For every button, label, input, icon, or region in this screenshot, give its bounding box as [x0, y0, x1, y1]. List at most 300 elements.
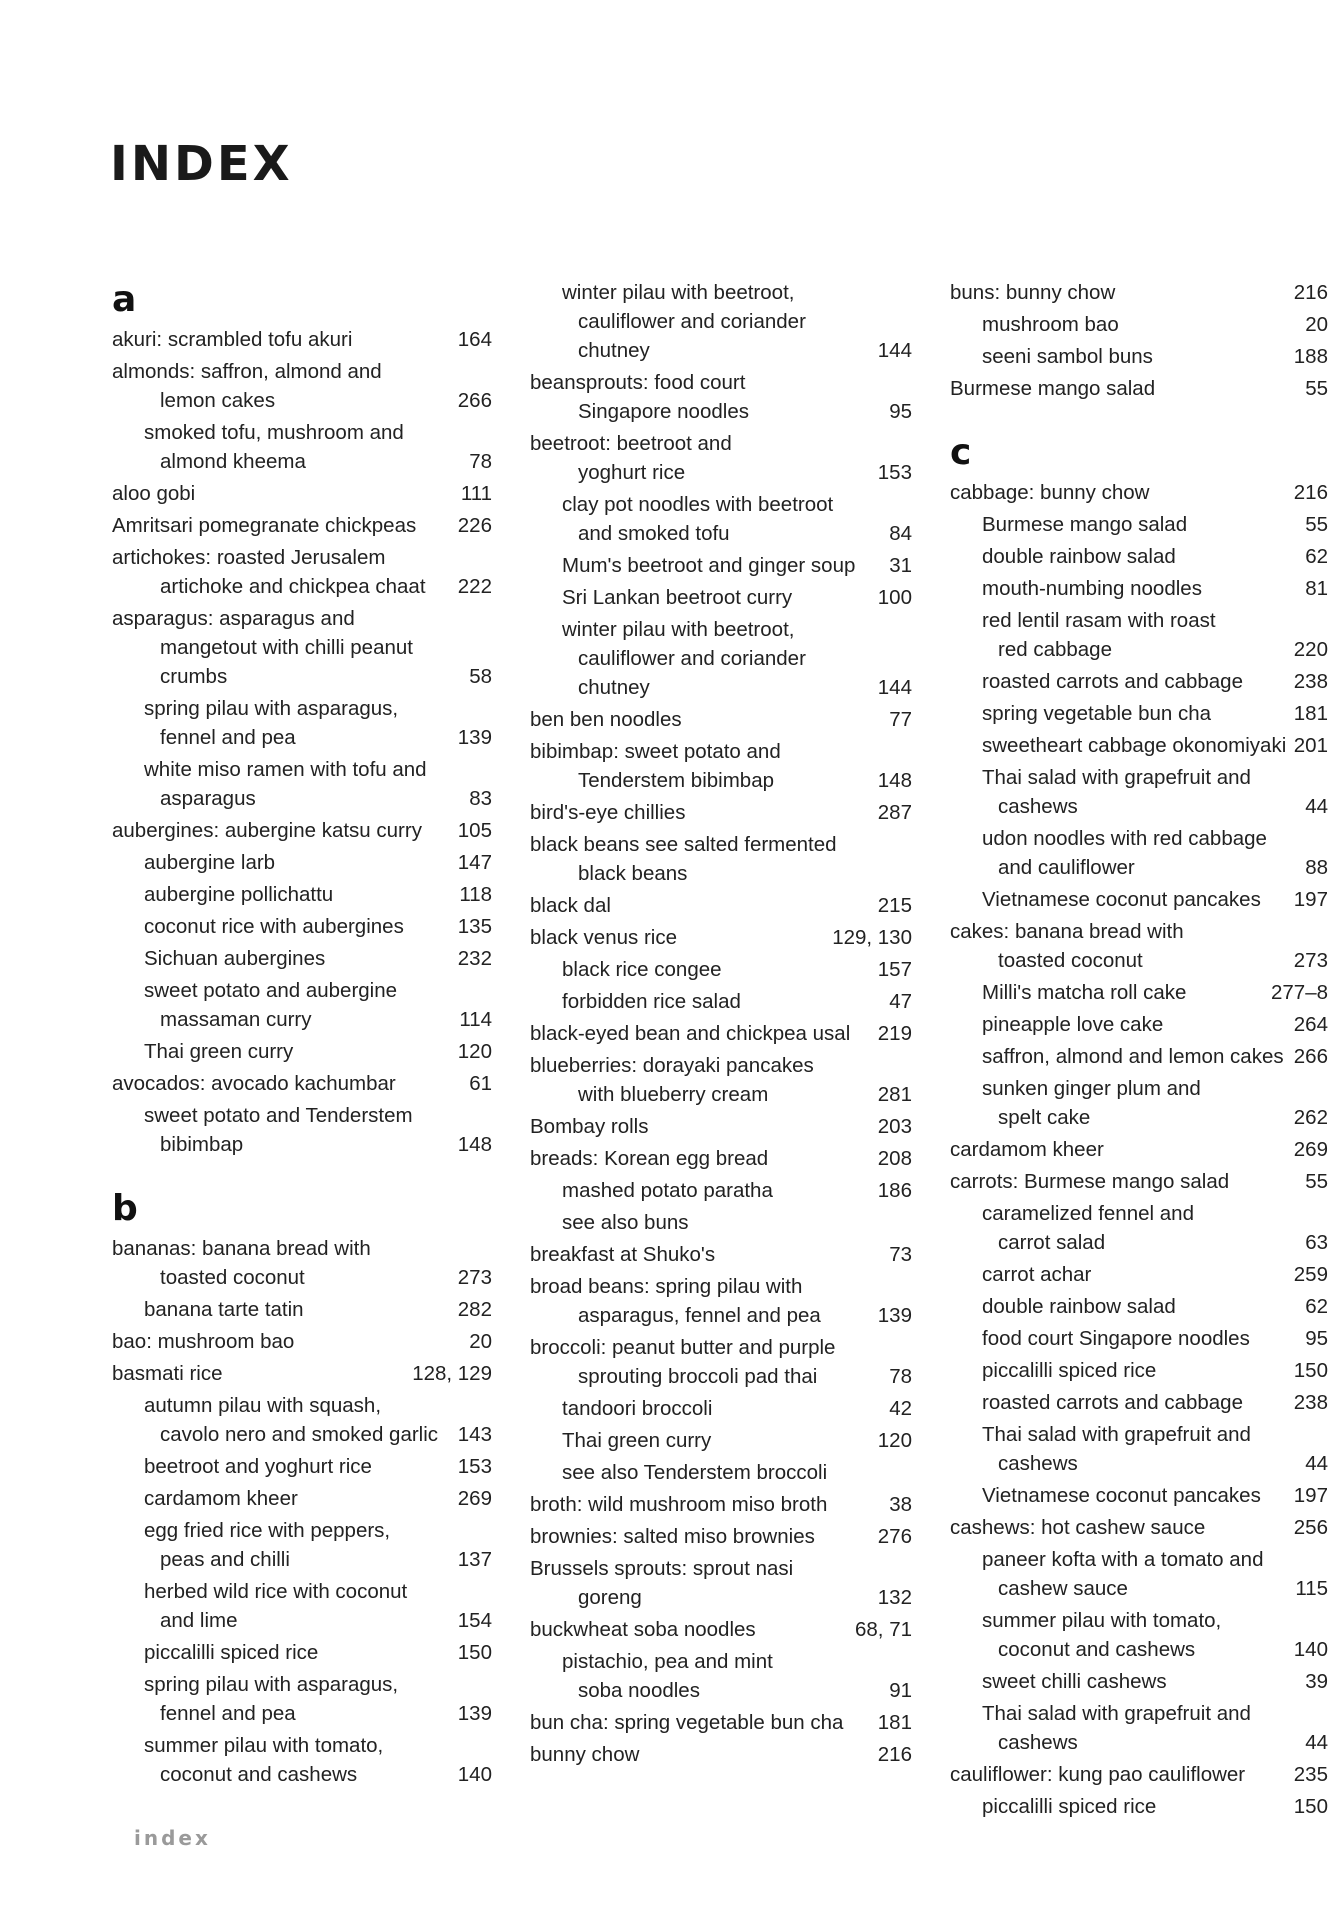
- entry-text: and lime: [160, 1609, 238, 1632]
- index-subentry: [112, 880, 492, 909]
- entry-line: [950, 635, 1328, 664]
- entry-text: blueberries: dorayaki pancakes: [530, 1054, 814, 1077]
- entry-line: [112, 880, 492, 909]
- entry-text: and cauliflower: [998, 856, 1135, 879]
- index-entry: [530, 1144, 912, 1173]
- page-number: 55: [1305, 513, 1328, 536]
- entry-line: [950, 342, 1328, 371]
- entry-line: [950, 1324, 1328, 1353]
- page-number: 164: [457, 328, 492, 351]
- page-number: 39: [1305, 1670, 1328, 1693]
- index-subentry: [530, 278, 912, 365]
- entry-line: [530, 1554, 912, 1583]
- entry-line: [530, 1676, 912, 1705]
- entry-text: crumbs: [160, 665, 228, 688]
- entry-text: black dal: [530, 894, 611, 917]
- page-number: 44: [1305, 1452, 1328, 1475]
- entry-line: [530, 798, 912, 827]
- entry-text: avocados: avocado kachumbar: [112, 1072, 396, 1095]
- page-number: 62: [1305, 545, 1328, 568]
- entry-text: Thai green curry: [144, 1040, 294, 1063]
- entry-text: spring pilau with asparagus,: [144, 697, 399, 720]
- entry-line: [112, 1130, 492, 1159]
- index-subentry: [530, 615, 912, 702]
- entry-line: [112, 604, 492, 633]
- page-number: 181: [877, 1711, 912, 1734]
- page-number: 208: [877, 1147, 912, 1170]
- entry-text: black-eyed bean and chickpea usal: [530, 1022, 851, 1045]
- entry-text: caramelized fennel and: [982, 1202, 1194, 1225]
- index-subentry: [530, 490, 912, 548]
- index-entry: [950, 1167, 1328, 1196]
- index-subentry: [950, 510, 1328, 539]
- entry-line: [112, 386, 492, 415]
- index-subentry: [950, 1199, 1328, 1257]
- index-subentry: [950, 1481, 1328, 1510]
- page-number: 38: [889, 1493, 912, 1516]
- entry-line: [950, 1481, 1328, 1510]
- page-number: 83: [469, 787, 492, 810]
- entry-line: [530, 278, 912, 307]
- entry-text: Singapore noodles: [578, 400, 749, 423]
- entry-text: white miso ramen with tofu and: [144, 758, 427, 781]
- page-number: 226: [457, 514, 492, 537]
- entry-text: artichoke and chickpea chaat: [160, 575, 426, 598]
- entry-text: see also Tenderstem broccoli: [562, 1461, 828, 1484]
- entry-line: [950, 731, 1328, 760]
- entry-line: [530, 644, 912, 673]
- page-number: 232: [457, 947, 492, 970]
- entry-line: [950, 1420, 1328, 1449]
- entry-line: [530, 673, 912, 702]
- page-number: 256: [1293, 1516, 1328, 1539]
- entry-text: asparagus: asparagus and: [112, 607, 355, 630]
- page-number: 201: [1293, 734, 1328, 757]
- entry-line: [530, 551, 912, 580]
- entry-line: [530, 1176, 912, 1205]
- section-letter: c: [950, 432, 972, 473]
- entry-line: [112, 447, 492, 476]
- entry-line: [530, 490, 912, 519]
- entry-text: bunny chow: [530, 1743, 640, 1766]
- entry-text: breads: Korean egg bread: [530, 1147, 769, 1170]
- page-number: 197: [1293, 888, 1328, 911]
- entry-line: [112, 1069, 492, 1098]
- page-number: 154: [457, 1609, 492, 1632]
- entry-text: cauliflower and coriander: [578, 647, 806, 670]
- entry-line: [112, 325, 492, 354]
- entry-line: [530, 705, 912, 734]
- entry-line: [112, 912, 492, 941]
- entry-line: [112, 543, 492, 572]
- entry-line: [950, 510, 1328, 539]
- entry-text: cakes: banana bread with: [950, 920, 1184, 943]
- entry-text: spring vegetable bun cha: [982, 702, 1212, 725]
- entry-text: forbidden rice salad: [562, 990, 741, 1013]
- index-entry: [530, 705, 912, 734]
- page-number: 273: [457, 1266, 492, 1289]
- index-subentry: [530, 551, 912, 580]
- page-number: 197: [1293, 1484, 1328, 1507]
- page-number: 276: [877, 1525, 912, 1548]
- entry-line: [950, 1728, 1328, 1757]
- entry-line: [950, 1667, 1328, 1696]
- entry-line: [112, 1577, 492, 1606]
- entry-line: [530, 1112, 912, 1141]
- page-number: 62: [1305, 1295, 1328, 1318]
- entry-text: beansprouts: food court: [530, 371, 746, 394]
- entry-line: [530, 1490, 912, 1519]
- entry-text: Burmese mango salad: [950, 377, 1156, 400]
- entry-line: [112, 1359, 492, 1388]
- index-entry: [950, 1760, 1328, 1789]
- index-entry: [530, 1272, 912, 1330]
- index-subentry: [112, 976, 492, 1034]
- entry-line: [950, 885, 1328, 914]
- entry-line: [112, 816, 492, 845]
- index-subentry: [950, 1324, 1328, 1353]
- page-number: 68, 71: [855, 1618, 912, 1641]
- entry-line: [950, 310, 1328, 339]
- entry-line: [950, 1228, 1328, 1257]
- entry-line: [950, 1699, 1328, 1728]
- entry-line: [112, 1731, 492, 1760]
- page-number: 100: [877, 586, 912, 609]
- index-entry: [112, 1069, 492, 1098]
- index-subentry: [112, 755, 492, 813]
- entry-text: broccoli: peanut butter and purple: [530, 1336, 836, 1359]
- entry-text: beetroot: beetroot and: [530, 432, 732, 455]
- entry-text: fennel and pea: [160, 726, 296, 749]
- entry-text: Thai salad with grapefruit and: [982, 1702, 1251, 1725]
- entry-text: carrots: Burmese mango salad: [950, 1170, 1230, 1193]
- entry-line: [950, 574, 1328, 603]
- index-entry: [530, 798, 912, 827]
- entry-line: [112, 1234, 492, 1263]
- entry-text: Burmese mango salad: [982, 513, 1188, 536]
- entry-text: summer pilau with tomato,: [144, 1734, 384, 1757]
- entry-line: [112, 479, 492, 508]
- page-number: 220: [1293, 638, 1328, 661]
- entry-line: [112, 1420, 492, 1449]
- entry-line: [950, 1292, 1328, 1321]
- index-entry: [530, 368, 912, 426]
- entry-text: bananas: banana bread with: [112, 1237, 371, 1260]
- entry-line: [950, 978, 1328, 1007]
- index-subentry: [530, 583, 912, 612]
- index-subentry: [112, 1452, 492, 1481]
- entry-text: herbed wild rice with coconut: [144, 1580, 408, 1603]
- entry-text: piccalilli spiced rice: [982, 1359, 1157, 1382]
- entry-line: [112, 662, 492, 691]
- entry-text: chutney: [578, 339, 650, 362]
- entry-line: [530, 1394, 912, 1423]
- page-number: 42: [889, 1397, 912, 1420]
- index-subentry: [112, 418, 492, 476]
- entry-text: cashew sauce: [998, 1577, 1128, 1600]
- entry-line: [530, 368, 912, 397]
- entry-line: [112, 1545, 492, 1574]
- page-number: 147: [457, 851, 492, 874]
- index-entry: [112, 511, 492, 540]
- page-number: 235: [1293, 1763, 1328, 1786]
- entry-line: [530, 1458, 912, 1487]
- entry-text: Sri Lankan beetroot curry: [562, 586, 793, 609]
- entry-text: bibimbap: [160, 1133, 244, 1156]
- page-number: 95: [1305, 1327, 1328, 1350]
- index-subentry: [950, 1606, 1328, 1664]
- index-entry: [530, 830, 912, 888]
- entry-line: [950, 763, 1328, 792]
- entry-text: cauliflower: kung pao cauliflower: [950, 1763, 1246, 1786]
- entry-line: [530, 1144, 912, 1173]
- entry-line: [112, 1101, 492, 1130]
- index-entry: [950, 278, 1328, 307]
- index-subentry: [950, 1356, 1328, 1385]
- index-entry: [530, 1019, 912, 1048]
- entry-line: [112, 1484, 492, 1513]
- entry-text: tandoori broccoli: [562, 1397, 713, 1420]
- page-number: 118: [459, 883, 492, 906]
- page-number: 238: [1293, 670, 1328, 693]
- page-number: 20: [1305, 313, 1328, 336]
- entry-text: clay pot noodles with beetroot: [562, 493, 834, 516]
- page-number: 63: [1305, 1231, 1328, 1254]
- entry-text: coconut and cashews: [998, 1638, 1196, 1661]
- entry-text: with blueberry cream: [578, 1083, 769, 1106]
- index-subentry: [950, 731, 1328, 760]
- entry-text: Thai salad with grapefruit and: [982, 766, 1251, 789]
- entry-text: Amritsari pomegranate chickpeas: [112, 514, 417, 537]
- entry-text: egg fried rice with peppers,: [144, 1519, 391, 1542]
- page-number: 219: [877, 1022, 912, 1045]
- entry-line: [112, 848, 492, 877]
- entry-text: goreng: [578, 1586, 642, 1609]
- entry-line: [112, 1638, 492, 1667]
- page-number: 222: [457, 575, 492, 598]
- index-subentry: [950, 1545, 1328, 1603]
- index-subentry: [112, 1638, 492, 1667]
- entry-line: [950, 1606, 1328, 1635]
- entry-text: mushroom bao: [982, 313, 1119, 336]
- entry-text: black beans see salted fermented: [530, 833, 837, 856]
- page-number: 264: [1293, 1013, 1328, 1036]
- entry-text: peas and chilli: [160, 1548, 290, 1571]
- index-entry: [112, 325, 492, 354]
- index-subentry: [112, 1101, 492, 1159]
- entry-text: seeni sambol buns: [982, 345, 1153, 368]
- entry-line: [530, 737, 912, 766]
- entry-text: coconut and cashews: [160, 1763, 358, 1786]
- entry-line: [112, 1295, 492, 1324]
- entry-line: [112, 572, 492, 601]
- entry-text: sunken ginger plum and: [982, 1077, 1201, 1100]
- entry-line: [112, 1699, 492, 1728]
- entry-text: sprouting broccoli pad thai: [578, 1365, 818, 1388]
- index-subentry: [112, 944, 492, 973]
- entry-line: [530, 1272, 912, 1301]
- entry-text: Vietnamese coconut pancakes: [982, 888, 1261, 911]
- entry-line: [950, 1074, 1328, 1103]
- page-number: 73: [889, 1243, 912, 1266]
- entry-text: udon noodles with red cabbage: [982, 827, 1267, 850]
- entry-line: [950, 542, 1328, 571]
- entry-text: coconut rice with aubergines: [144, 915, 404, 938]
- entry-line: [530, 429, 912, 458]
- page-number: 58: [469, 665, 492, 688]
- entry-line: [112, 976, 492, 1005]
- section-letter: a: [112, 279, 137, 320]
- page-number: 277–8: [1270, 981, 1328, 1004]
- page-number: 269: [1293, 1138, 1328, 1161]
- entry-text: food court Singapore noodles: [982, 1327, 1250, 1350]
- entry-line: [950, 853, 1328, 882]
- page-number: 150: [1293, 1359, 1328, 1382]
- entry-text: cashews: hot cashew sauce: [950, 1516, 1206, 1539]
- page-number: 88: [1305, 856, 1328, 879]
- index-column-1: [112, 278, 492, 1789]
- entry-text: cashews: [998, 1731, 1078, 1754]
- entry-text: sweet potato and aubergine: [144, 979, 398, 1002]
- entry-text: roasted carrots and cabbage: [982, 670, 1243, 693]
- entry-line: [530, 615, 912, 644]
- index-subentry: [112, 694, 492, 752]
- entry-line: [530, 1647, 912, 1676]
- index-subentry: [112, 1391, 492, 1449]
- entry-text: smoked tofu, mushroom and: [144, 421, 404, 444]
- entry-text: fennel and pea: [160, 1702, 296, 1725]
- entry-line: [112, 1452, 492, 1481]
- index-subentry: [950, 978, 1328, 1007]
- entry-text: aubergine pollichattu: [144, 883, 334, 906]
- entry-line: [950, 1574, 1328, 1603]
- entry-line: [112, 944, 492, 973]
- page-number: 266: [1293, 1045, 1328, 1068]
- index-subentry: [530, 1426, 912, 1455]
- index-subentry: [530, 1394, 912, 1423]
- entry-line: [530, 1426, 912, 1455]
- page-title: INDEX: [110, 136, 293, 192]
- index-subentry: [112, 1484, 492, 1513]
- entry-line: [530, 1301, 912, 1330]
- index-subentry: [950, 1074, 1328, 1132]
- entry-text: aubergines: aubergine katsu curry: [112, 819, 422, 842]
- entry-line: [112, 511, 492, 540]
- entry-line: [530, 583, 912, 612]
- index-subentry: [950, 885, 1328, 914]
- entry-text: black beans: [578, 862, 688, 885]
- index-entry: [112, 543, 492, 601]
- index-entry: [112, 1359, 492, 1388]
- page-number: 91: [889, 1679, 912, 1702]
- index-subentry: [950, 574, 1328, 603]
- entry-text: ben ben noodles: [530, 708, 682, 731]
- page-number: 84: [889, 522, 912, 545]
- page-number: 120: [877, 1429, 912, 1452]
- index-entry: [530, 1051, 912, 1109]
- page-number: 140: [1293, 1638, 1328, 1661]
- index-subentry: [112, 1516, 492, 1574]
- entry-text: Milli's matcha roll cake: [982, 981, 1187, 1004]
- index-subentry: [112, 848, 492, 877]
- entry-text: black rice congee: [562, 958, 722, 981]
- page-number: 95: [889, 400, 912, 423]
- entry-text: winter pilau with beetroot,: [562, 281, 795, 304]
- entry-line: [112, 1606, 492, 1635]
- entry-line: [530, 1051, 912, 1080]
- entry-text: black venus rice: [530, 926, 677, 949]
- entry-line: [950, 1260, 1328, 1289]
- index-entry: [530, 1708, 912, 1737]
- entry-line: [950, 917, 1328, 946]
- page-number: 78: [469, 450, 492, 473]
- page-number: 114: [459, 1008, 492, 1031]
- entry-line: [112, 723, 492, 752]
- entry-line: [112, 1005, 492, 1034]
- entry-text: red cabbage: [998, 638, 1112, 661]
- entry-text: yoghurt rice: [578, 461, 686, 484]
- index-subentry: [112, 912, 492, 941]
- entry-line: [112, 418, 492, 447]
- entry-line: [950, 1167, 1328, 1196]
- index-column-3: [950, 278, 1328, 1821]
- entry-text: see also buns: [562, 1211, 689, 1234]
- page-number: 61: [469, 1072, 492, 1095]
- entry-line: [112, 1037, 492, 1066]
- index-subentry: [950, 699, 1328, 728]
- index-entry: [530, 1740, 912, 1769]
- index-entry: [530, 1522, 912, 1551]
- index-subentry: [950, 1792, 1328, 1821]
- page-number: 105: [457, 819, 492, 842]
- index-entry: [950, 1513, 1328, 1542]
- entry-line: [950, 1449, 1328, 1478]
- entry-line: [112, 1670, 492, 1699]
- index-entry: [112, 479, 492, 508]
- entry-text: mouth-numbing noodles: [982, 577, 1202, 600]
- index-entry: [530, 429, 912, 487]
- entry-text: almond kheema: [160, 450, 306, 473]
- page-number: 115: [1295, 1577, 1328, 1600]
- page-number: 153: [457, 1455, 492, 1478]
- index-subentry: [530, 1458, 912, 1487]
- entry-text: chutney: [578, 676, 650, 699]
- page-number: 44: [1305, 795, 1328, 818]
- index-entry: [950, 917, 1328, 975]
- index-subentry: [530, 1208, 912, 1237]
- entry-line: [530, 830, 912, 859]
- page-number: 153: [877, 461, 912, 484]
- page-number: 269: [457, 1487, 492, 1510]
- entry-text: cauliflower and coriander: [578, 310, 806, 333]
- entry-line: [950, 1042, 1328, 1071]
- page-number: 78: [889, 1365, 912, 1388]
- page-number: 216: [877, 1743, 912, 1766]
- entry-text: saffron, almond and lemon cakes: [982, 1045, 1284, 1068]
- index-subentry: [112, 1295, 492, 1324]
- index-column-2: [530, 278, 912, 1769]
- page-number: 238: [1293, 1391, 1328, 1414]
- entry-text: paneer kofta with a tomato and: [982, 1548, 1264, 1571]
- page-number: 139: [457, 726, 492, 749]
- entry-line: [950, 1388, 1328, 1417]
- index-entry: [530, 1615, 912, 1644]
- entry-text: piccalilli spiced rice: [144, 1641, 319, 1664]
- page-number: 150: [1293, 1795, 1328, 1818]
- index-entry: [530, 1333, 912, 1391]
- running-footer: index: [134, 1826, 211, 1850]
- index-subentry: [950, 1292, 1328, 1321]
